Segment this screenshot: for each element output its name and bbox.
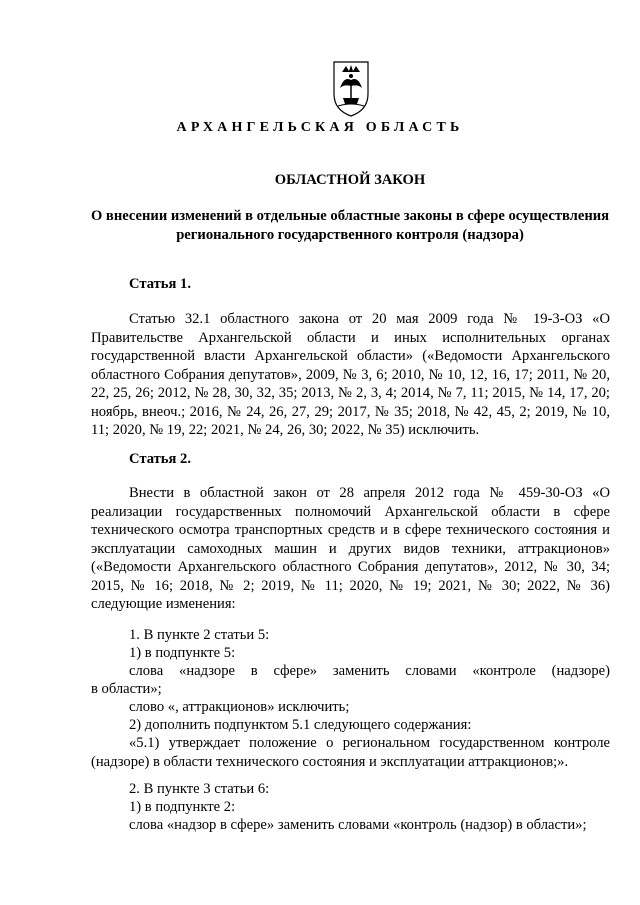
item-1-subitem-2: 2) дополнить подпунктом 5.1 следующего содержания: (129, 717, 472, 733)
item-1: 1. В пункте 2 статьи 5: (129, 627, 270, 643)
coat-of-arms-icon (328, 58, 374, 118)
item-1-subitem-1-text-cont: в области»; (91, 681, 162, 697)
article-2-heading: Статья 2. (129, 451, 191, 467)
law-title: О внесении изменений в отдельные областные законы в сфере осуществления регионального государственного контроля (надзора) (90, 208, 610, 243)
article-2-intro: Внести в областной закон от 28 апреля 2012 года № 459-30-ОЗ «О реализации государственных полномочий Архангельской области в сфере технического осмотра транспортных средств и в сфере технического состояния и эксплуатации самоходных машин и других видов техники, аттракционов» («Ведомости Архангельского областного Собрания депутатов», 2012, № 30, 34; 2015, № 16; 2018, № 2; 2019, № 11; 2020, № 19; 2021, № 30; 2022, № 36) следующие изменения: (91, 485, 610, 612)
document-type: ОБЛАСТНОЙ ЗАКОН (274, 172, 426, 188)
item-1-subitem-2-quote: «5.1) утверждает положение о региональном государственном контроле (надзоре) в области технического состояния и эксплуатации аттракционов;». (91, 735, 610, 770)
item-1-subitem-1-text: слова «надзоре в сфере» заменить словами «контроле (надзоре) (129, 663, 610, 679)
region-name: АРХАНГЕЛЬСКАЯ ОБЛАСТЬ (176, 120, 464, 135)
article-1-heading: Статья 1. (129, 276, 191, 292)
item-1-subitem-1-text-2: слово «, аттракционов» исключить; (129, 699, 350, 715)
article-1-text: Статью 32.1 областного закона от 20 мая 2009 года № 19-3-ОЗ «О Правительстве Архангельской области и иных исполнительных органах государственной власти Архангельской области» («Ведомости Архангельского областного Собрания депутатов», 2009, № 3, 6; 2010, № 10, 12, 16, 17; 2011, № 20, 22, 25, 26; 2012, № 28, 30, 32, 35; 2013, № 2, 3, 4; 2014, № 7, 11; 2015, № 14, 17, 20; ноябрь, внеоч.; 2016, № 24, 26, 27, 29; 2017, № 35; 2018, № 42, 45, 2; 2019, № 10, 11; 2020, № 19, 22; 2021, № 24, 26, 30; 2022, № 35) исключить. (91, 311, 610, 438)
item-2-subitem-1: 1) в подпункте 2: (129, 799, 236, 815)
item-1-subitem-1: 1) в подпункте 5: (129, 645, 236, 661)
item-2-subitem-1-text: слова «надзор в сфере» заменить словами «контроль (надзор) в области»; (129, 817, 587, 833)
item-2: 2. В пункте 3 статьи 6: (129, 781, 270, 797)
